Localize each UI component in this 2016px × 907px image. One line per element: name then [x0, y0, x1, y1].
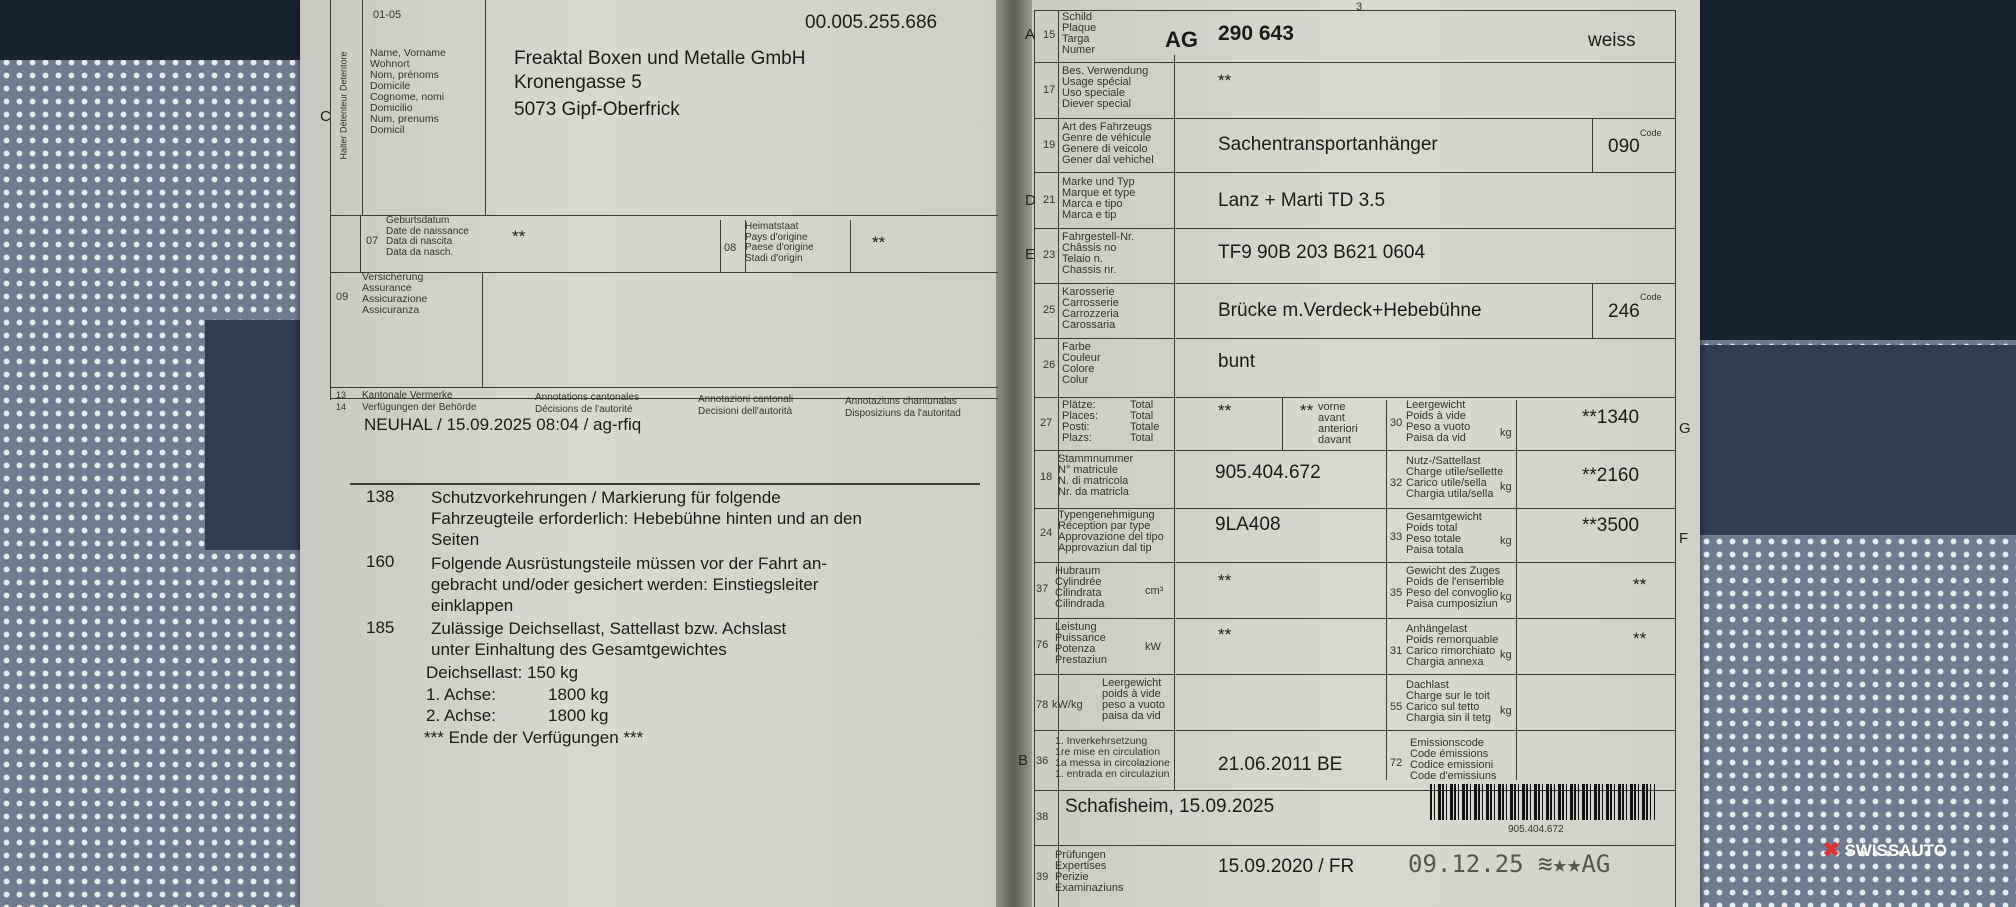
power: **	[1218, 625, 1232, 644]
field-27-front-label: vorne avant anteriori davant	[1318, 401, 1358, 446]
field-30-unit: kg	[1500, 427, 1512, 439]
vehicle-type: Sachentransportanhänger	[1218, 134, 1438, 155]
document-number: 00.005.255.686	[805, 12, 938, 33]
code-line: gebracht und/oder gesichert werden: Einstiegsleiter	[431, 575, 819, 594]
field-25-number: 25	[1043, 304, 1056, 316]
field-36-number: 36	[1036, 755, 1049, 767]
field-72-number: 72	[1390, 757, 1403, 769]
code-line: einklappen	[431, 596, 514, 615]
first-registration: 21.06.2011 BE	[1218, 754, 1343, 775]
field-24-label: Typengenehmigung Réception par type Approvazione del tipo Approvaziun dal tip	[1058, 509, 1164, 554]
code-line: unter Einhaltung des Gesamtgewichtes	[431, 640, 727, 659]
section-e-letter: E	[1025, 246, 1036, 263]
field-14-label-it: Decisioni dell'autorità	[698, 406, 793, 417]
field-37-label: Hubraum Cylindrée Cilindrata Cilindrada	[1055, 565, 1105, 610]
field-55-unit: kg	[1500, 705, 1512, 717]
field-36-label: 1. Inverkehrsetzung 1re mise en circulation 1a messa in circolazione 1. entrada en circulaziun	[1055, 735, 1170, 780]
barcode	[1430, 784, 1655, 820]
field-33-label: Gesamtgewicht Poids total Peso totale Paisa totala	[1406, 511, 1482, 556]
owner-name: Freaktal Boxen und Metalle GmbH	[514, 48, 806, 69]
field-09-number: 09	[336, 291, 349, 303]
make-and-type: Lanz + Marti TD 3.5	[1218, 190, 1386, 211]
field-18-number: 18	[1040, 471, 1053, 483]
x-logo-icon: ✖	[1822, 838, 1841, 863]
section-c-letter: C	[320, 108, 331, 125]
field-07-label: Geburtsdatum Date de naissance Data di nascita Data da nasch.	[386, 215, 469, 258]
code-line: Schutzvorkehrungen / Markierung für folgende	[431, 488, 781, 507]
field-76-unit: kW	[1145, 641, 1161, 653]
code-line: Fahrzeugteile erforderlich: Hebebühne hinten und an den	[431, 509, 862, 528]
seats-front: **	[1300, 401, 1314, 420]
section-a-letter: A	[1025, 26, 1036, 43]
section-b-letter: B	[1018, 752, 1029, 769]
plate-color: weiss	[1588, 30, 1636, 51]
inspection-date: 15.09.2020 / FR	[1218, 856, 1355, 877]
axle-1-value: 1800 kg	[548, 685, 609, 704]
page-fold	[996, 0, 1032, 907]
page-number: 3	[1356, 1, 1363, 13]
field-19-number: 19	[1043, 139, 1056, 151]
vehicle-type-code: 090	[1608, 136, 1640, 157]
field-14-number: 14	[336, 402, 347, 412]
field-14-label-de: Verfügungen der Behörde	[362, 402, 477, 413]
field-13-label-it: Annotazioni cantonali	[698, 394, 794, 405]
body-type: Brücke m.Verdeck+Hebebühne	[1218, 300, 1482, 321]
field-25-label: Karosserie Carrosserie Carrozzeria Carossaria	[1062, 286, 1119, 331]
field-08-label: Heimatstaat Pays d'origine Paese d'origine Stadi d'origin	[745, 221, 814, 264]
field-33-unit: kg	[1500, 535, 1512, 547]
field-13-label-fr: Annotations cantonales	[535, 392, 639, 403]
field-09-label: Versicherung Assurance Assicurazione Assicuranza	[362, 271, 428, 316]
owner-street: Kronengasse 5	[514, 72, 642, 93]
field-24-number: 24	[1040, 527, 1053, 539]
field-15-number: 15	[1043, 29, 1056, 41]
field-23-number: 23	[1043, 249, 1056, 261]
field-30-number: 30	[1390, 417, 1403, 429]
body-type-code: 246	[1608, 301, 1640, 322]
field-17-value: **	[1218, 71, 1232, 90]
color: bunt	[1218, 351, 1255, 372]
field-55-label: Dachlast Charge sur le toit Carico sul tetto Chargia sin il tetg	[1406, 679, 1491, 724]
field-17-number: 17	[1043, 84, 1056, 96]
field-21-number: 21	[1043, 194, 1056, 206]
field-39-label: Prüfungen Expertises Perizie Examinaziuns	[1055, 849, 1124, 894]
authority-stamp-line: NEUHAL / 15.09.2025 08:04 / ag-rfiq	[364, 415, 642, 434]
field-31-label: Anhängelast Poids remorquable Carico rimorchiato Chargia annexa	[1406, 623, 1499, 668]
field-13-label-de: Kantonale Vermerke	[362, 390, 453, 401]
field-26-label: Farbe Couleur Colore Colur	[1062, 341, 1101, 386]
owner-city: 5073 Gipf-Oberfrick	[514, 99, 680, 120]
field-35-unit: kg	[1500, 591, 1512, 603]
field-15-label: Schild Plaque Targa Numer	[1062, 11, 1097, 56]
field-35-label: Gewicht des Zuges Poids de l'ensemble Peso del convoglio Paisa cumposiziun	[1406, 565, 1505, 610]
train-weight: **	[1633, 575, 1647, 594]
field-78-number: 78	[1036, 699, 1049, 711]
code-number: 160	[366, 552, 395, 571]
seat-bolster-right	[1700, 0, 2016, 340]
field-37-number: 37	[1036, 583, 1049, 595]
field-23-label: Fahrgestell-Nr. Châssis no Telaio n. Chassis nr.	[1062, 231, 1135, 276]
field-14-label-fr: Décisions de l'autorité	[535, 404, 633, 415]
field-30-label: Leergewicht Poids à vide Peso a vuoto Paisa da vid	[1406, 399, 1471, 444]
towing-load: **	[1633, 629, 1647, 648]
field-19-label: Art des Fahrzeugs Genre de véhicule Genere di veicolo Gener dal vehichel	[1062, 121, 1154, 166]
code-line: Zulässige Deichsellast, Sattellast bzw. Achslast	[431, 619, 787, 638]
field-07-value: **	[512, 227, 526, 246]
watermark-text: SWISSAUTO	[1844, 840, 1948, 860]
deichsel-load: Deichsellast: 150 kg	[426, 663, 579, 682]
displacement: **	[1218, 571, 1232, 590]
field-08-value: **	[872, 233, 886, 252]
holder-vertical-label: Halter Détenteur Detentore	[338, 51, 349, 160]
seat-strap-left	[205, 320, 300, 550]
field-13-label-rm: Annotaziuns chantunalas	[845, 396, 957, 407]
field-17-label: Bes. Verwendung Usage spécial Uso speciale Diever special	[1062, 65, 1149, 110]
field-08-number: 08	[724, 242, 737, 254]
field-27-total-label: Total Total Totale Total	[1130, 399, 1160, 444]
field-27-label: Plätze: Places: Posti: Plazs:	[1062, 399, 1099, 444]
empty-weight: **1340	[1582, 407, 1640, 428]
payload: **2160	[1582, 465, 1640, 486]
barcode-number: 905.404.672	[1508, 824, 1564, 835]
inspection-stamp: 09.12.25 ≋★★AG	[1408, 850, 1611, 878]
canton-code: AG	[1165, 27, 1198, 52]
seats-total: **	[1218, 401, 1232, 420]
field-78-unit: kW/kg	[1052, 699, 1083, 711]
field-76-label: Leistung Puissance Potenza Prestaziun	[1055, 621, 1107, 666]
field-31-unit: kg	[1500, 649, 1512, 661]
page-code: 01-05	[373, 9, 402, 21]
field-38-number: 38	[1036, 811, 1049, 823]
field-32-number: 32	[1390, 477, 1403, 489]
field-27-number: 27	[1040, 417, 1053, 429]
field-07-number: 07	[366, 235, 379, 247]
axle-1-label: 1. Achse:	[426, 685, 496, 704]
left-page	[300, 0, 1000, 907]
axle-2-value: 1800 kg	[548, 706, 609, 725]
field-72-label: Emissionscode Code émissions Codice emissioni Code d'emissiuns	[1410, 737, 1497, 782]
place-and-date-of-issue: Schafisheim, 15.09.2025	[1065, 796, 1275, 817]
type-approval: 9LA408	[1215, 514, 1281, 535]
field-19-code-label: Code	[1640, 128, 1662, 138]
total-weight: **3500	[1582, 515, 1640, 536]
field-21-label: Marke und Typ Marque et type Marca e tipo Marca e tip	[1062, 176, 1136, 221]
section-g-letter: G	[1679, 420, 1691, 437]
field-33-number: 33	[1390, 531, 1403, 543]
axle-2-label: 2. Achse:	[426, 706, 496, 725]
code-number: 138	[366, 487, 395, 506]
section-d-letter: D	[1025, 192, 1036, 209]
field-76-number: 76	[1036, 639, 1049, 651]
field-26-number: 26	[1043, 359, 1056, 371]
field-39-number: 39	[1036, 871, 1049, 883]
code-number: 185	[366, 618, 395, 637]
field-14-label-rm: Disposiziuns da l'autoritad	[845, 408, 961, 419]
field-18-label: Stammnummer N° matricule N. di matricola Nr. da matricla	[1058, 453, 1134, 498]
code-line: Seiten	[431, 530, 480, 549]
code-line: Folgende Ausrüstungsteile müssen vor der Fahrt an-	[431, 554, 827, 573]
license-plate: 290 643	[1218, 22, 1294, 45]
section-f-letter: F	[1679, 530, 1689, 547]
matriculation-number: 905.404.672	[1215, 462, 1321, 483]
field-32-unit: kg	[1500, 481, 1512, 493]
field-32-label: Nutz-/Sattellast Charge utile/sellette Carico utile/sella Chargia utila/sella	[1406, 455, 1504, 500]
chassis-number: TF9 90B 203 B621 0604	[1218, 242, 1426, 263]
field-35-number: 35	[1390, 587, 1403, 599]
field-55-number: 55	[1390, 701, 1403, 713]
owner-labels: Name, Vorname Wohnort Nom, prénoms Domicile Cognome, nomi Domicilio Num, prenums Domicil	[370, 47, 446, 136]
seat-bolster-left	[0, 0, 300, 60]
end-of-decisions: *** Ende der Verfügungen ***	[424, 728, 644, 747]
field-25-code-label: Code	[1640, 292, 1662, 302]
seat-strap-right	[1700, 345, 2016, 535]
field-31-number: 31	[1390, 645, 1403, 657]
swissauto-logo	[1822, 838, 1947, 863]
field-78-label: Leergewicht poids à vide peso a vuoto paisa da vid	[1102, 677, 1165, 722]
field-13-number: 13	[336, 390, 347, 400]
field-37-unit: cm³	[1145, 585, 1164, 597]
